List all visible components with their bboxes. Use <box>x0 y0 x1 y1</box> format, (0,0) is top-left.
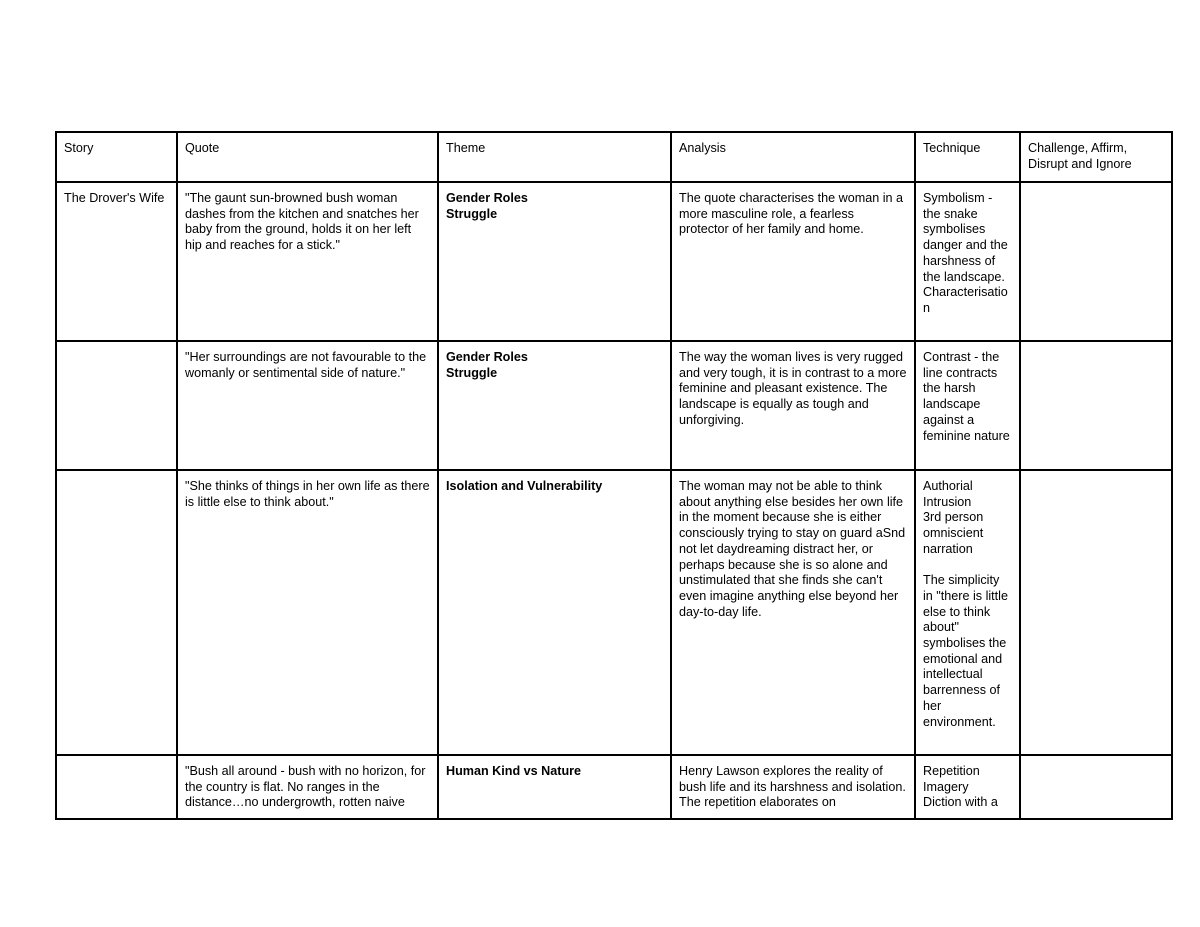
technique-line: Authorial Intrusion <box>923 479 973 509</box>
table-row <box>56 341 1172 470</box>
technique-line: Repetition <box>923 764 980 778</box>
cell-quote: "The gaunt sun-browned bush woman dashes from the kitchen and snatches her baby from the ground, holds it on her left hip and reaches for a stick." <box>177 182 438 341</box>
cell-quote: "Bush all around - bush with no horizon, for the country is flat. No ranges in the distance…no undergrowth, rotten naive <box>177 755 438 819</box>
table-row <box>56 182 1172 341</box>
table-row <box>56 470 1172 755</box>
cell-technique <box>915 470 1020 755</box>
analysis-table <box>55 131 1173 820</box>
cell-challenge <box>1020 182 1172 341</box>
theme-line: Human Kind vs Nature <box>446 764 582 778</box>
technique-line: 3rd person omniscient narration <box>923 510 984 556</box>
cell-technique <box>915 341 1020 470</box>
cell-story <box>56 341 177 470</box>
cell-technique <box>915 755 1020 819</box>
theme-line: Gender Roles <box>446 350 528 364</box>
cell-theme <box>438 182 671 341</box>
cell-challenge <box>1020 755 1172 819</box>
header-theme: Theme <box>438 132 671 182</box>
cell-challenge <box>1020 470 1172 755</box>
technique-line: Symbolism - the snake symbolises danger and the harshness of the landscape. <box>923 191 1008 284</box>
header-quote: Quote <box>177 132 438 182</box>
cell-story <box>56 755 177 819</box>
theme-line: Struggle <box>446 206 498 221</box>
cell-story <box>56 470 177 755</box>
cell-analysis: The woman may not be able to think about anything else besides her own life in the moment because she is either consciously trying to stay on guard aSnd not let daydreaming distract her, or perhaps because she is so alone and unstimulated that she finds she can't even imagine anything else beyond her day-to-day life. <box>671 470 915 755</box>
cell-technique <box>915 182 1020 341</box>
cell-theme <box>438 470 671 755</box>
header-technique: Technique <box>915 132 1020 182</box>
paragraph-gap <box>923 558 1012 574</box>
technique-line: Diction with a <box>923 795 998 810</box>
cell-quote: "She thinks of things in her own life as there is little else to think about." <box>177 470 438 755</box>
theme-line: Struggle <box>446 365 498 380</box>
cell-analysis: Henry Lawson explores the reality of bush life and its harshness and isolation. The repetition elaborates on <box>671 755 915 819</box>
cell-quote: "Her surroundings are not favourable to the womanly or sentimental side of nature." <box>177 341 438 470</box>
cell-analysis: The quote characterises the woman in a more masculine role, a fearless protector of her family and home. <box>671 182 915 341</box>
header-story: Story <box>56 132 177 182</box>
cell-analysis: The way the woman lives is very rugged and very tough, it is in contrast to a more feminine and pleasant existence. The landscape is equally as tough and unforgiving. <box>671 341 915 470</box>
cell-story: The Drover's Wife <box>56 182 177 341</box>
theme-line: Isolation and Vulnerability <box>446 479 603 493</box>
technique-line: Imagery <box>923 779 969 794</box>
theme-line: Gender Roles <box>446 191 528 205</box>
table-header-row <box>56 132 1172 182</box>
technique-line: The simplicity in "there is little else to think about" symbolises the emotional and intellectual barrenness of her environment. <box>923 573 1008 729</box>
header-analysis: Analysis <box>671 132 915 182</box>
technique-line: Characterisation <box>923 285 1008 315</box>
table-row <box>56 755 1172 819</box>
cell-theme <box>438 755 671 819</box>
cell-theme <box>438 341 671 470</box>
header-challenge: Challenge, Affirm, Disrupt and Ignore <box>1020 132 1172 182</box>
technique-line: Contrast - the line contracts the harsh landscape against a feminine nature <box>923 350 1010 443</box>
cell-challenge <box>1020 341 1172 470</box>
